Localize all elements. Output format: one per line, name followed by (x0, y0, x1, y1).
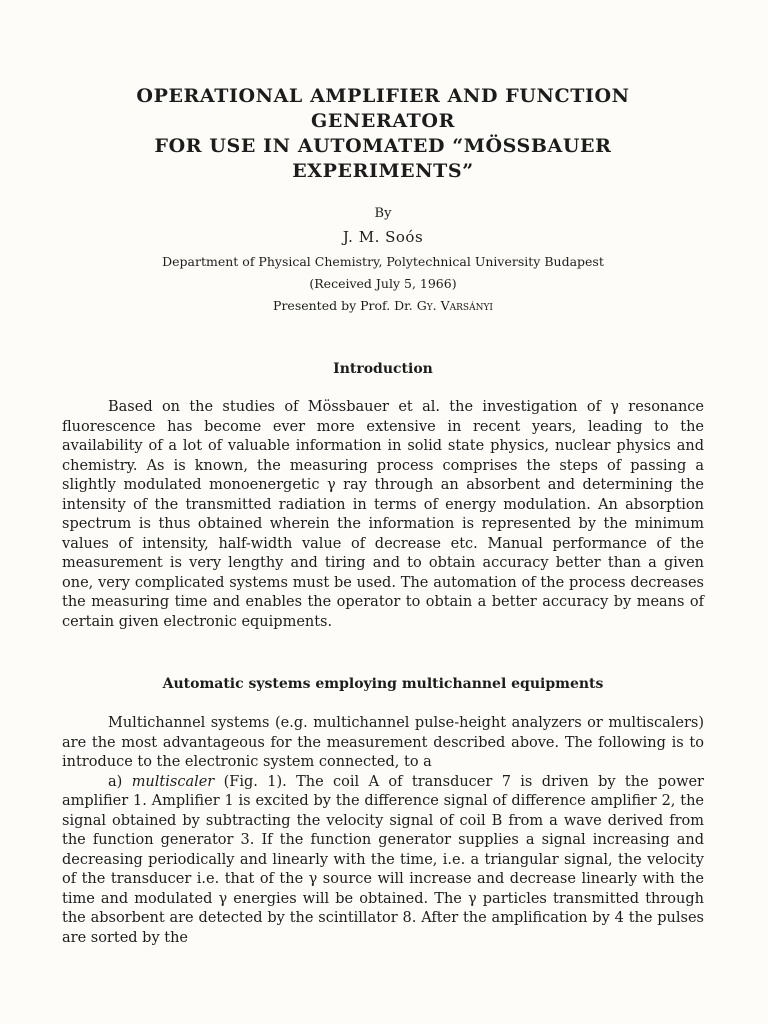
item-a-label: a) (108, 773, 132, 790)
section-heading-automatic-systems: Automatic systems employing multichannel equipments (162, 676, 604, 692)
title-line-1: OPERATIONAL AMPLIFIER AND FUNCTION GENERATOR (136, 85, 630, 132)
affiliation: Department of Physical Chemistry, Polytechnical University Budapest (162, 254, 604, 269)
item-a-paragraph (62, 773, 704, 949)
presenter-name: Gy. Varsányi (416, 298, 493, 313)
presented-by (62, 298, 704, 313)
multichannel-paragraph: Multichannel systems (e.g. multichannel pulse-height analyzers or multiscalers) are the most advantageous for the measurement described above. The following is to introduce to the electronic system connected, to a (62, 715, 704, 770)
paper-title (62, 84, 704, 184)
presented-prefix: Presented by Prof. Dr. (273, 298, 417, 313)
byline: By (374, 206, 392, 221)
introduction-paragraph: Based on the studies of Mössbauer et al. the investigation of γ resonance fluorescence has become ever more extensive in recent years, leading to the availability of a lot of valuable information in solid state physics, nuclear physics and chemistry. As is known, the measuring process comprises the steps of passing a slightly modulated monoenergetic γ ray through an absorbent and determining the intensity of the transmitted radiation in terms of energy modulation. An absorption spectrum is thus obtained wherein the information is represented by the minimum values of intensity, half-width value of decrease etc. Manual performance of the measurement is very lengthy and tiring and to obtain accuracy better than a given one, very complicated systems must be used. The automation of the process decreases the measuring time and enables the operator to obtain a better accuracy by means of certain given electronic equipments. (62, 399, 704, 630)
item-a-text: (Fig. 1). The coil A of transducer 7 is driven by the power amplifier 1. Amplifier 1 is excited by the difference signal of difference amplifier 2, the signal obtained by subtracting the velocity signal of coil B from a wave derived from the function generator 3. If the function generator supplies a signal increasing and decreasing periodically and linearly with the time, i.e. a triangular signal, the velocity of the transducer i.e. that of the γ source will increase and decrease linearly with the time and modulated γ energies will be obtained. The γ particles transmitted through the absorbent are detected by the scintillator 8. After the amplification by 4 the pulses are sorted by the (62, 773, 704, 946)
section-heading-introduction: Introduction (333, 361, 433, 377)
author-name: J. M. Soós (342, 228, 424, 246)
item-a-term: multiscaler (131, 773, 215, 790)
received-date: (Received July 5, 1966) (309, 276, 457, 291)
title-line-2: FOR USE IN AUTOMATED “MÖSSBAUER EXPERIMENTS” (154, 135, 612, 182)
